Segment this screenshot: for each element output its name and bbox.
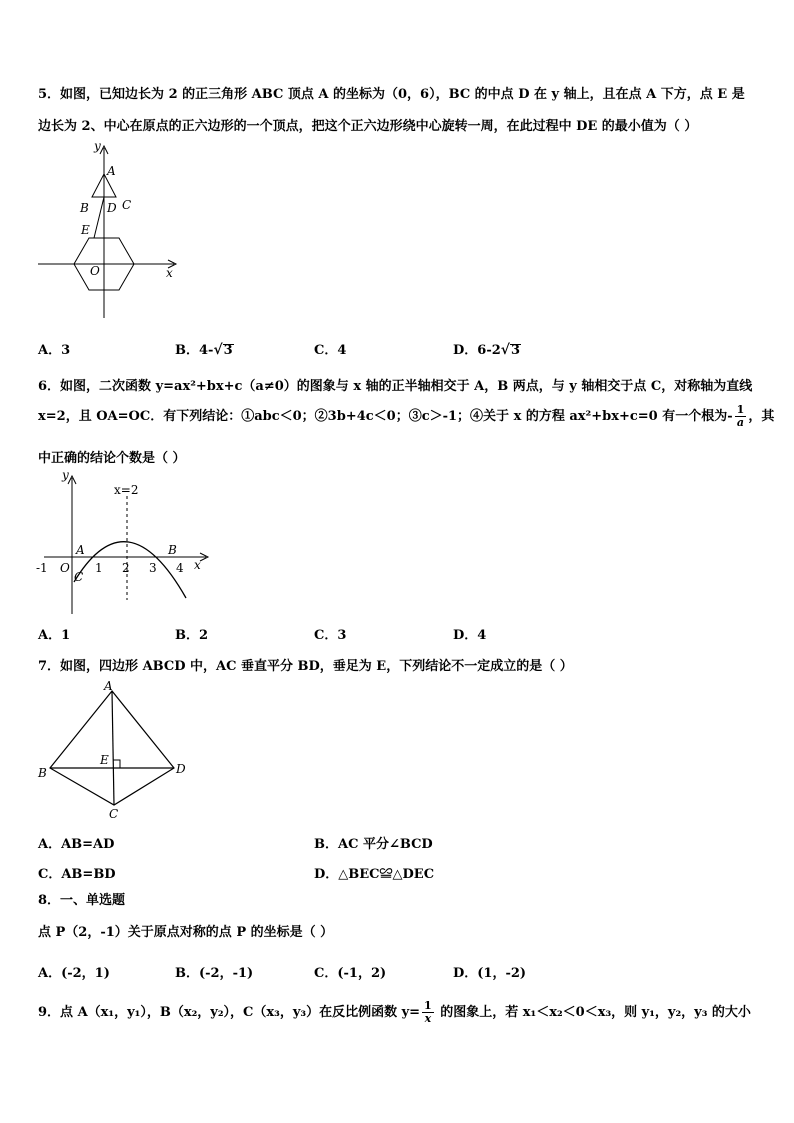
q5-option-d[interactable]: D．6-2√3 xyxy=(453,342,521,358)
q7-label-c: C xyxy=(109,807,119,821)
q5-option-d-radicand: 3 xyxy=(510,343,521,358)
q8-option-c[interactable]: C．(-1，2) xyxy=(314,966,387,981)
q6-line3: 中正确的结论个数是（ ） xyxy=(38,451,186,466)
q7-figure xyxy=(34,680,204,825)
q6-option-a[interactable]: A．1 xyxy=(38,628,71,643)
q8-option-b[interactable]: B．(-2，-1) xyxy=(175,966,254,981)
q5-segment-de xyxy=(94,197,104,238)
q7-label-e: E xyxy=(100,753,109,767)
q6-figure xyxy=(34,466,214,616)
q6-label-x: x xyxy=(194,558,201,572)
q6-tick-3: 3 xyxy=(149,561,157,575)
q7-diagonal-ac xyxy=(112,691,114,805)
q6-tick-4: 4 xyxy=(176,561,184,575)
q5-label-y: y xyxy=(94,140,101,153)
q7-label-a: A xyxy=(104,680,113,693)
q5-option-d-text: D．6-2 xyxy=(453,343,501,358)
q6-label-axis: x=2 xyxy=(114,483,139,497)
q9-text: 9．点 A（x₁，y₁），B（x₂，y₂），C（x₃，y₃）在反比例函数 y= xyxy=(38,1005,421,1020)
q7-right-angle-mark xyxy=(113,760,120,768)
q6-tick-1: 1 xyxy=(95,561,103,575)
q6-option-b[interactable]: B．2 xyxy=(175,628,209,643)
q7-option-d[interactable]: D．△BEC≌△DEC xyxy=(314,867,435,882)
q6-line2-text: x=2，且 OA=OC．有下列结论：①abc＜0；②3b+4c＜0；③c＞-1；④关于 x 的方程 ax²+bx+c=0 有一个根为- xyxy=(38,409,733,424)
q5-label-x: x xyxy=(166,266,173,280)
q5-option-a[interactable]: A．3 xyxy=(38,343,71,358)
q6-fraction: $\frac{1}{a}$ xyxy=(736,403,745,429)
q6-tick-neg1: -1 xyxy=(36,561,48,575)
q5-label-b: B xyxy=(80,201,89,215)
q6-tick-2: 2 xyxy=(122,561,130,575)
q8-line1: 点 P（2，-1）关于原点对称的点 P 的坐标是（ ） xyxy=(38,925,334,940)
q5-option-c[interactable]: C．4 xyxy=(314,343,347,358)
q5-option-b[interactable]: B．4-√3 xyxy=(175,342,233,358)
q5-label-c: C xyxy=(122,198,132,212)
q7-option-a[interactable]: A．AB=AD xyxy=(38,837,115,852)
q6-label-y: y xyxy=(62,468,69,482)
q7-option-c[interactable]: C．AB=BD xyxy=(38,867,116,882)
q6-option-d[interactable]: D．4 xyxy=(453,628,487,643)
q7-option-b[interactable]: B．AC 平分∠BCD xyxy=(314,837,433,852)
q5-label-o: O xyxy=(90,264,100,278)
q9-fraction: $\frac{1}{x}$ xyxy=(424,999,432,1025)
q5-figure xyxy=(34,140,184,322)
q5-option-b-text: B．4- xyxy=(175,343,214,358)
q6-label-c: C xyxy=(74,570,84,584)
q5-line2: 边长为 2、中心在原点的正六边形的一个顶点，把这个正六边形绕中心旋转一周，在此过程中 DE 的最小值为（ ） xyxy=(38,119,698,134)
q7-label-d: D xyxy=(176,762,186,776)
q5-label-e: E xyxy=(81,223,90,237)
q8-header: 8．一、单选题 xyxy=(38,893,126,908)
q8-option-a[interactable]: A．(-2，1) xyxy=(38,966,110,981)
q5-label-a: A xyxy=(107,164,116,178)
q9-line1 xyxy=(38,1000,751,1025)
q7-label-b: B xyxy=(38,766,47,780)
q5-option-b-radicand: 3 xyxy=(223,343,233,358)
q9-tail: 的图象上，若 x₁＜x₂＜0＜x₃，则 y₁，y₂，y₃ 的大小 xyxy=(435,1005,751,1020)
q5-label-d: D xyxy=(107,201,117,215)
q8-option-d[interactable]: D．(1，-2) xyxy=(453,966,527,981)
q6-label-o: O xyxy=(60,561,70,575)
q6-line2 xyxy=(38,404,774,429)
q5-line1: 5．如图，已知边长为 2 的正三角形 ABC 顶点 A 的坐标为（0，6），BC 的中点 D 在 y 轴上，且在点 A 下方，点 E 是 xyxy=(38,87,745,102)
q6-option-c[interactable]: C．3 xyxy=(314,628,347,643)
q7-line1: 7．如图，四边形 ABCD 中，AC 垂直平分 BD，垂足为 E，下列结论不一定成立的是（ ） xyxy=(38,659,573,674)
q6-line1: 6．如图，二次函数 y=ax²+bx+c（a≠0）的图象与 x 轴的正半轴相交于 A，B 两点，与 y 轴相交于点 C，对称轴为直线 xyxy=(38,379,753,394)
q6-label-b: B xyxy=(168,543,177,557)
q6-line2-tail: ，其 xyxy=(748,409,775,424)
q6-label-a: A xyxy=(76,543,85,557)
